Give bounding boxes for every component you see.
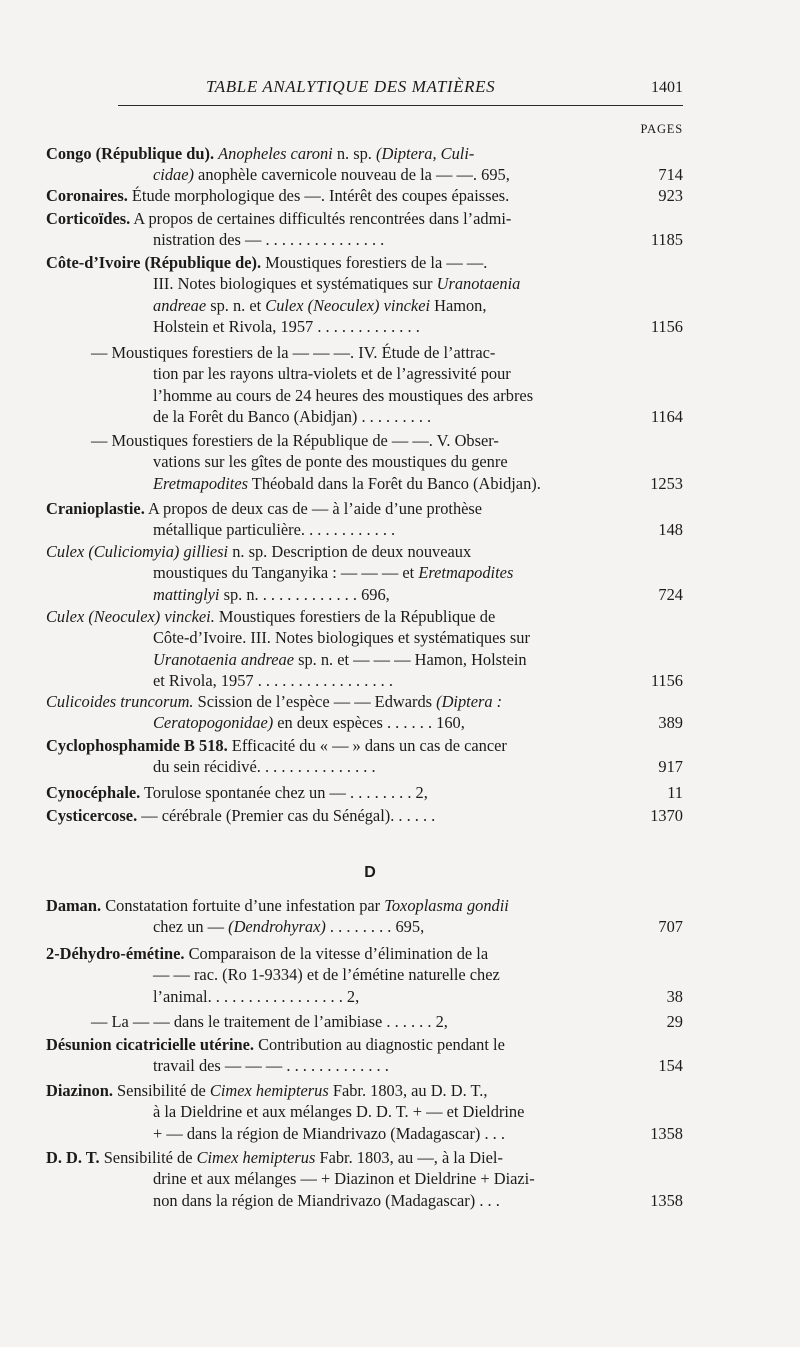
entry-text: Torulose spontanée chez un — . . . . . . . . 2, [140,783,428,802]
running-header [118,77,683,101]
entry-page-ref: 724 [658,584,683,604]
entry-page-ref: 1358 [650,1123,683,1143]
entry-text: drine et aux mélanges — + Diazinon et Dieldrine + Diazi- [153,1169,535,1189]
index-entry [46,342,626,428]
entry-text: nistration des — . . . . . . . . . . . . . . . [153,230,385,250]
entry-page-ref: 154 [658,1056,683,1076]
entry-line [46,273,626,294]
entry-line [46,627,626,648]
index-entry [46,943,626,1007]
entry-heading: Cynocéphale. [46,783,141,802]
entry-text: chez un — [153,917,229,937]
entry-text: Fabr. 1803, au —, à la Diel- [315,1148,503,1167]
entry-text: Sensibilité de [112,1081,210,1100]
entry-page-ref: 707 [658,917,683,937]
section-letter: D [364,864,376,881]
entry-line [46,541,626,562]
entry-line [46,805,626,826]
entry-line [46,363,626,384]
entry-heading: Cranioplastie. [46,499,145,518]
entry-heading: Désunion cicatricielle utérine. [46,1035,255,1054]
entry-line [46,519,626,540]
entry-text: l’homme au cours de 24 heures des moustiques des arbres [153,385,534,405]
entry-page-ref: 1156 [650,671,683,691]
index-entry [46,735,626,778]
entry-heading: Congo (République du). [46,144,215,163]
entry-line [46,916,626,937]
entry-italic-text: cidae) [153,165,194,185]
entry-text: métallique particulière. . . . . . . . . . . . [153,520,396,540]
entry-page-ref: 11 [667,783,683,802]
entry-italic-text: Toxoplasma gondii [384,896,509,915]
entry-italic-text: Anopheles caroni [218,144,333,163]
entry-line [46,562,626,583]
entry-text: Théobald dans la Forêt du Banco (Abidjan). [248,473,541,493]
entry-text: du sein récidivé. . . . . . . . . . . . . . . [153,757,376,777]
entry-text: — Moustiques forestiers de la — — —. IV. Étude de l’attrac- [91,343,496,362]
entry-line [46,895,626,916]
entry-line [46,712,626,733]
index-entry [46,782,626,803]
entry-page-ref: 29 [666,1012,683,1031]
entry-heading: Côte-d’Ivoire (République de). [46,253,262,272]
entry-heading: Daman. [46,896,102,915]
entry-text: Constatation fortuite d’une infestation par [101,896,385,915]
entry-line [46,691,626,712]
index-entry [46,252,626,338]
entry-text: Côte-d’Ivoire. III. Notes biologiques et systématiques sur [153,628,530,648]
entry-italic-text: Cimex hemipterus [209,1081,329,1100]
entry-heading: Cyclophosphamide B 518. [46,736,228,755]
entry-line [46,964,626,985]
entry-line [46,670,626,691]
entry-line [46,295,626,316]
entry-line [46,1190,626,1211]
header-rule [118,105,683,106]
entry-line [46,430,626,451]
entry-text: + — dans la région de Miandrivazo (Madagascar) . . . [153,1123,505,1143]
running-title: TABLE ANALYTIQUE DES MATIÈRES [206,77,496,96]
entry-italic-text: Culex (Neoculex) vinckei. [46,607,215,626]
entry-heading: Coronaires. [46,186,128,205]
entry-italic-text: mattinglyi [153,584,220,604]
entry-text: Hamon, [430,295,487,315]
entry-italic-text: Uranotaenia [436,274,521,294]
index-entry [46,895,626,938]
entry-line [46,143,626,164]
entry-line [46,229,626,250]
entry-text: Sensibilité de [99,1148,197,1167]
index-entry [46,1011,626,1032]
entry-page-ref: 148 [658,520,683,540]
index-entry [46,143,626,186]
entry-italic-text: Uranotaenia andreae [153,649,294,669]
entry-text: n. sp. [332,144,376,163]
entry-text: . . . . . . . . 695, [325,917,425,937]
entry-text: — cérébrale (Premier cas du Sénégal). . . . . . [137,806,436,825]
entry-line [46,649,626,670]
entry-text: Moustiques forestiers de la République de [214,607,496,626]
entry-line [46,606,626,627]
entry-line [46,208,626,229]
entry-text: anophèle cavernicole nouveau de la — —. 695, [193,165,510,185]
entry-page-ref: 1185 [650,230,683,250]
index-entry [46,1034,626,1077]
entry-text: à la Dieldrine et aux mélanges D. D. T. + — et Dieldrine [153,1102,525,1122]
entry-text: Moustiques forestiers de la — —. [261,253,488,272]
entry-italic-text: Culex (Culiciomyia) gilliesi [46,542,229,561]
entry-line [46,782,626,803]
entry-line [46,1147,626,1168]
index-entry [46,805,626,826]
entry-line [46,584,626,605]
entry-text: Holstein et Rivola, 1957 . . . . . . . . . . . . . [153,317,420,337]
entry-page-ref: 1253 [650,473,683,493]
entry-text: Scission de l’espèce — — Edwards [193,692,437,711]
entry-italic-text: Eretmapodites [418,563,514,583]
entry-page-ref: 917 [658,757,683,777]
entry-text: A propos de deux cas de — à l’aide d’une prothèse [144,499,483,518]
entry-page-ref: 1156 [650,317,683,337]
entry-page-ref: 38 [666,986,683,1006]
entry-page-ref: 1370 [650,806,683,825]
entry-italic-text: (Diptera : [436,692,503,711]
entry-line [46,1011,626,1032]
entry-text: Étude morphologique des —. Intérêt des coupes épaisses. [127,186,510,205]
entry-italic-text: (Diptera, Culi- [376,144,475,163]
entry-text: sp. n. . . . . . . . . . . . . 696, [219,584,390,604]
entry-line [46,185,626,206]
index-entry [46,606,626,692]
entry-page-ref: 714 [658,165,683,185]
entry-text: en deux espèces . . . . . . 160, [273,713,465,733]
pages-column-label: PAGES [640,122,683,136]
entry-text: et Rivola, 1957 . . . . . . . . . . . . . . . . . [153,671,393,691]
entry-page-ref: 923 [658,186,683,205]
entry-text: non dans la région de Miandrivazo (Madagascar) . . . [153,1190,500,1210]
entry-text: vations sur les gîtes de ponte des moustiques du genre [153,452,508,472]
entry-line [46,316,626,337]
index-entry [46,430,626,494]
entry-text: tion par les rayons ultra-violets et de l’agressivité pour [153,364,511,384]
entry-line [46,252,626,273]
entry-line [46,473,626,494]
entry-text: Efficacité du « — » dans un cas de cancer [227,736,507,755]
entry-text: n. sp. Description de deux nouveaux [228,542,472,561]
entry-text: Contribution au diagnostic pendant le [254,1035,505,1054]
entry-heading: Corticoïdes. [46,209,131,228]
entry-heading: D. D. T. [46,1148,100,1167]
entry-line [46,164,626,185]
entry-italic-text: Cimex hemipterus [196,1148,316,1167]
entry-italic-text: Culicoides truncorum. [46,692,194,711]
entry-line [46,498,626,519]
index-entry [46,1080,626,1144]
entry-text: Comparaison de la vitesse d’élimination de la [184,944,489,963]
entry-page-ref: 1358 [650,1190,683,1210]
entry-text: — La — — dans le traitement de l’amibiase . . . . . . 2, [91,1012,448,1031]
entry-italic-text: (Dendrohyrax) [228,917,326,937]
entry-italic-text: Culex (Neoculex) vinckei [265,295,431,315]
entry-page-ref: 1164 [650,407,683,427]
entry-italic-text: andreae [153,295,207,315]
entry-text: — Moustiques forestiers de la République de — —. V. Obser- [91,431,499,450]
entry-line [46,1168,626,1189]
index-entry [46,691,626,734]
entry-line [46,1055,626,1076]
index-entry [46,208,626,251]
entry-line [46,1034,626,1055]
entry-heading: Diazinon. [46,1081,113,1100]
entry-line [46,756,626,777]
entry-text: — — rac. (Ro 1-9334) et de l’émétine naturelle chez [153,965,500,985]
entry-text: travail des — — — . . . . . . . . . . . . . [153,1056,389,1076]
entry-line [46,451,626,472]
entry-line [46,1080,626,1101]
page-number: 1401 [651,79,683,96]
entry-line [46,1123,626,1144]
entry-line [46,943,626,964]
entry-line [46,1101,626,1122]
entry-line [46,986,626,1007]
index-entry [46,541,626,605]
entry-text: III. Notes biologiques et systématiques sur [153,274,437,294]
entry-text: l’animal. . . . . . . . . . . . . . . . . 2, [153,986,360,1006]
index-entry [46,1147,626,1211]
entry-line [46,735,626,756]
entry-line [46,385,626,406]
entry-text: Fabr. 1803, au D. D. T., [328,1081,488,1100]
entry-heading: 2-Déhydro-émétine. [46,944,185,963]
entry-text: sp. n. et — — — Hamon, Holstein [293,649,527,669]
entry-page-ref: 389 [658,713,683,733]
entry-text: moustiques du Tanganyika : — — — et [153,563,419,583]
entry-heading: Cysticercose. [46,806,138,825]
entry-italic-text: Eretmapodites [153,473,248,493]
entry-line [46,342,626,363]
index-entry [46,498,626,541]
entry-text: A propos de certaines difficultés rencontrées dans l’admi- [130,209,512,228]
entry-text: de la Forêt du Banco (Abidjan) . . . . . . . . . [153,407,432,427]
index-entry [46,185,626,206]
entry-line [46,406,626,427]
entry-italic-text: Ceratopogonidae) [153,713,274,733]
entry-text: sp. n. et [206,295,266,315]
